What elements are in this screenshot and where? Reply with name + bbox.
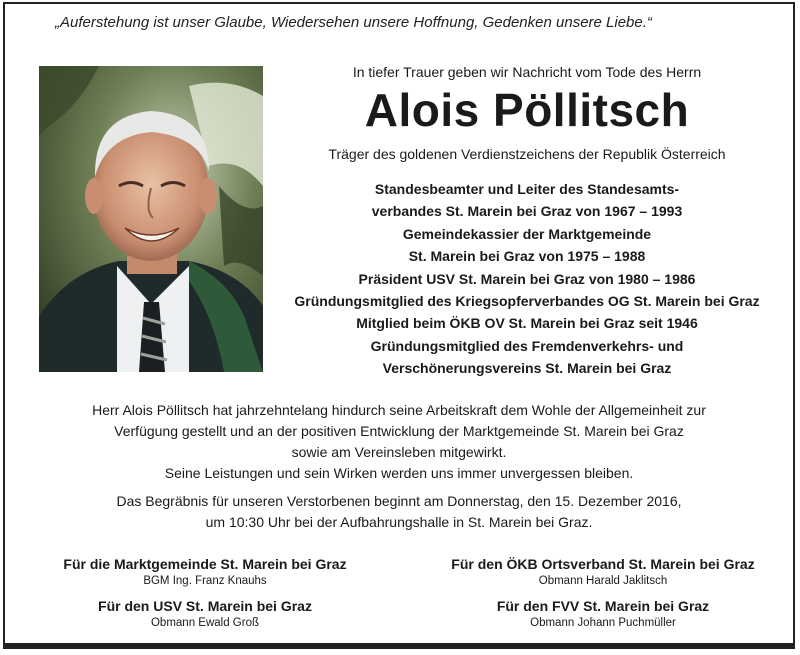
signature-org: Für den USV St. Marein bei Graz <box>98 598 312 614</box>
role-line: Mitglied beim ÖKB OV St. Marein bei Graz seit 1946 <box>356 315 698 332</box>
role-line: Standesbeamter und Leiter des Standesamts- <box>374 181 680 197</box>
tribute-paragraph <box>5 400 793 484</box>
deceased-name: Alois Pöllitsch <box>364 84 690 136</box>
signature-person: Obmann Johann Puchmüller <box>530 617 676 629</box>
funeral-line: Das Begräbnis für unseren Verstorbenen beginnt am Donnerstag, den 15. Dezember 2016, <box>116 493 682 509</box>
roles-list <box>287 178 767 380</box>
role-line: St. Marein bei Graz von 1975 – 1988 <box>408 248 646 265</box>
role-line: Präsident USV St. Marein bei Graz von 1980 – 1986 <box>358 270 696 287</box>
signature-org: Für den FVV St. Marein bei Graz <box>496 598 710 614</box>
tribute-line: Seine Leistungen und sein Wirken werden uns immer unvergessen bleiben. <box>164 465 634 481</box>
signature-fvv <box>423 598 783 629</box>
signature-oekb <box>423 556 783 587</box>
role-line: Gründungsmitglied des Fremdenverkehrs- und <box>370 337 684 354</box>
funeral-info <box>5 491 793 533</box>
signature-marktgemeinde <box>25 556 385 587</box>
memorial-quote: „Auferstehung ist unser Glaube, Wiedersehen unsere Hoffnung, Gedenken unsere Liebe.“ <box>55 14 652 31</box>
signature-org: Für den ÖKB Ortsverband St. Marein bei Graz <box>451 556 755 572</box>
portrait-photo <box>39 66 263 372</box>
award-text: Träger des goldenen Verdienstzeichens der Republik Österreich <box>328 146 726 162</box>
tribute-line: sowie am Vereinsleben mitgewirkt. <box>291 444 507 460</box>
signature-usv <box>25 598 385 629</box>
intro-text: In tiefer Trauer geben wir Nachricht vom Tode des Herrn <box>352 64 702 80</box>
tribute-line: Herr Alois Pöllitsch hat jahrzehntelang hindurch seine Arbeitskraft dem Wohle der Allgemeinheit zur <box>92 402 706 418</box>
obituary-notice <box>3 2 795 649</box>
role-line: Gemeindekassier der Marktgemeinde <box>402 225 652 242</box>
signature-person: BGM Ing. Franz Knauhs <box>143 575 267 587</box>
tribute-line: Verfügung gestellt und an der positiven Entwicklung der Marktgemeinde St. Marein bei Graz <box>114 423 684 439</box>
signature-person: Obmann Harald Jaklitsch <box>538 575 668 587</box>
signature-org: Für die Marktgemeinde St. Marein bei Graz <box>63 556 347 572</box>
role-line: Gründungsmitglied des Kriegsopferverbandes OG St. Marein bei Graz <box>294 293 760 310</box>
signature-person: Obmann Ewald Groß <box>150 617 259 629</box>
role-line: verbandes St. Marein bei Graz von 1967 – 1993 <box>371 203 683 220</box>
role-line: Verschönerungsvereins St. Marein bei Graz <box>382 360 672 377</box>
funeral-line: um 10:30 Uhr bei der Aufbahrungshalle in St. Marein bei Graz. <box>205 514 593 530</box>
